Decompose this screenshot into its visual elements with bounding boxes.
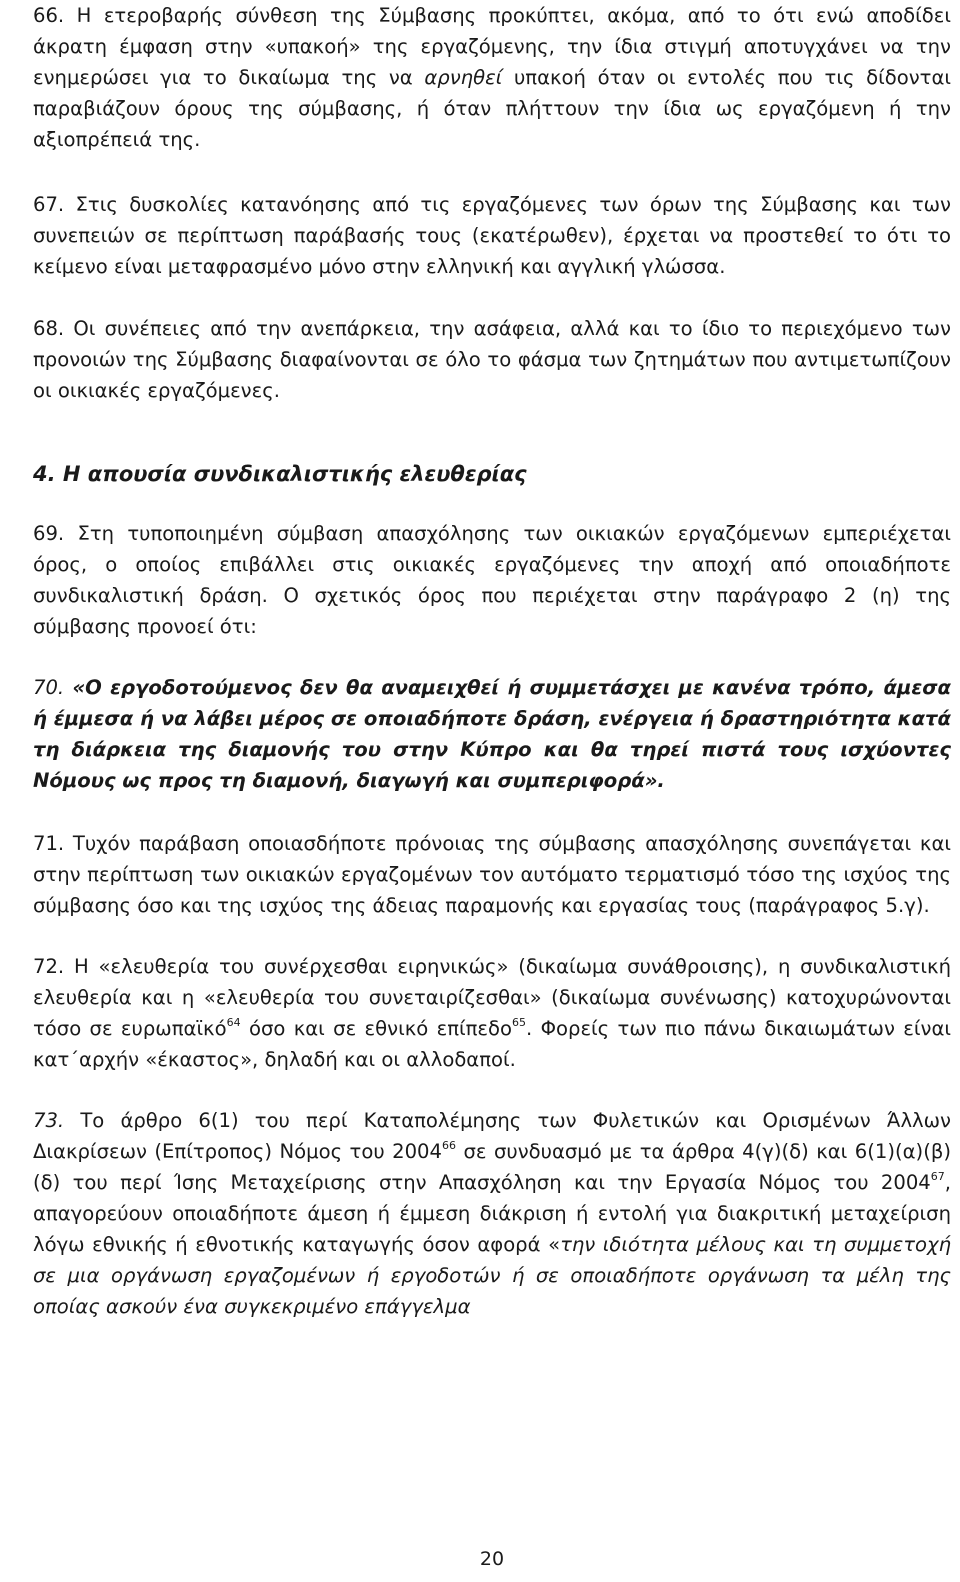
paragraph-73-text-b: σε συνδυασμό με τα άρθρα 4(γ)(δ) και 6(1)(α)(β)(δ) του περί Ίσης Μεταχείρισης στην Απασχόληση και την Εργασία Νόμος του 2004 xyxy=(33,1140,951,1194)
paragraph-73 xyxy=(33,1105,951,1322)
paragraph-73-text-c: , απαγορεύουν οποιαδήποτε άμεση ή έμμεση διάκριση ή εντολή για διακριτική μεταχείριση λόγω εθνικής ή εθνοτικής καταγωγής όσον αφορά « xyxy=(33,1171,951,1256)
document-body xyxy=(33,0,952,1570)
paragraph-72-text-a: 72. Η «ελευθερία του συνέρχεσθαι ειρηνικώς» (δικαίωμα συνάθροισης), η συνδικαλιστική ελευθερία και η «ελευθερία του συνεταιρίζεσθαι» (δικαίωμα συνένωσης) κατοχυρώνονται τόσο σε ευρωπαϊκό xyxy=(33,955,951,1040)
footnote-ref-65: 65 xyxy=(512,1016,526,1029)
page-number: 20 xyxy=(479,1548,505,1570)
paragraph-66 xyxy=(33,0,951,155)
paragraph-70-quote: «Ο εργοδοτούμενος δεν θα αναμειχθεί ή συμμετάσχει με κανένα τρόπο, άμεσα ή έμμεσα ή να λάβει μέρος σε οποιαδήποτε δράση, ενέργεια ή δραστηριότητα κατά τη διάρκεια της διαμονής του στην Κύπρο και θα τηρεί πιστά τους ισχύοντες Νόμους ως προς τη διαμονή, διαγωγή και συμπεριφορά». xyxy=(33,676,951,792)
paragraph-72-text-b: όσο και σε εθνικό επίπεδο xyxy=(240,1017,512,1040)
paragraph-66-text-b: υπακοή όταν οι εντολές που τις δίδονται παραβιάζουν όρους της σύμβασης, ή όταν πλήττουν την ίδια ως εργαζόμενη ή την αξιοπρέπειά της. xyxy=(33,66,951,151)
paragraph-71: 71. Τυχόν παράβαση οποιασδήποτε πρόνοιας της σύμβασης απασχόλησης συνεπάγεται και στην περίπτωση των οικιακών εργαζομένων τον αυτόματο τερματισμό τόσο της ισχύος της σύμβασης όσο και της ισχύος της άδειας παραμονής και εργασίας τους (παράγραφος 5.γ). xyxy=(33,832,951,917)
paragraph-72 xyxy=(33,951,951,1075)
paragraph-70-number: 70. xyxy=(33,676,65,699)
footnote-ref-66: 66 xyxy=(442,1139,456,1152)
paragraph-66-emphasis: αρνηθεί xyxy=(424,66,503,89)
footnote-ref-67: 67 xyxy=(930,1170,945,1183)
paragraph-69: 69. Στη τυποποιημένη σύμβαση απασχόλησης των οικιακών εργαζόμενων εμπεριέχεται όρος, ο οποίος επιβάλλει στις οικιακές εργαζόμενες την αποχή από οποιαδήποτε συνδικαλιστική δράση. Ο σχετικός όρος που περιέχεται στην παράγραφο 2 (η) της σύμβασης προνοεί ότι: xyxy=(33,522,951,638)
paragraph-68: 68. Οι συνέπειες από την ανεπάρκεια, την ασάφεια, αλλά και το ίδιο το περιεχόμενο των προνοιών της Σύμβασης διαφαίνονται σε όλο το φάσμα των ζητημάτων που αντιμετωπίζουν οι οικιακές εργαζόμενες. xyxy=(33,317,951,402)
paragraph-73-quote: την ιδιότητα μέλους και τη συμμετοχή σε μια οργάνωση εργαζομένων ή εργοδοτών ή σε οποιαδήποτε οργάνωση τα μέλη της οποίας ασκούν ένα συγκεκριμένο επάγγελμα xyxy=(33,1233,952,1318)
paragraph-67: 67. Στις δυσκολίες κατανόησης από τις εργαζόμενες των όρων της Σύμβασης και των συνεπειών σε περίπτωση παράβασής τους (εκατέρωθεν), έρχεται να προστεθεί το ότι το κείμενο είναι μεταφρασμένο μόνο στην ελληνική και αγγλική γλώσσα. xyxy=(33,193,951,278)
section-heading: 4. Η απουσία συνδικαλιστικής ελευθερίας xyxy=(33,462,527,486)
paragraph-72-text-c: . Φορείς των πιο πάνω δικαιωμάτων είναι κατ΄αρχήν «έκαστος», δηλαδή και οι αλλοδαποί. xyxy=(33,1017,951,1071)
paragraph-70 xyxy=(33,672,951,796)
footnote-ref-64: 64 xyxy=(226,1016,241,1029)
paragraph-73-number: 73. xyxy=(33,1109,65,1132)
paragraph-73-text-a: Το άρθρο 6(1) του περί Καταπολέμησης των Φυλετικών και Ορισμένων Άλλων Διακρίσεων (Επίτροπος) Νόμος του 2004 xyxy=(33,1109,951,1163)
paragraph-66-text-a: 66. Η ετεροβαρής σύνθεση της Σύμβασης προκύπτει, ακόμα, από το ότι ενώ αποδίδει άκρατη έμφαση στην «υπακοή» της εργαζόμενης, την ίδια στιγμή αποτυγχάνει να την ενημερώσει για το δικαίωμα της να xyxy=(33,4,951,89)
